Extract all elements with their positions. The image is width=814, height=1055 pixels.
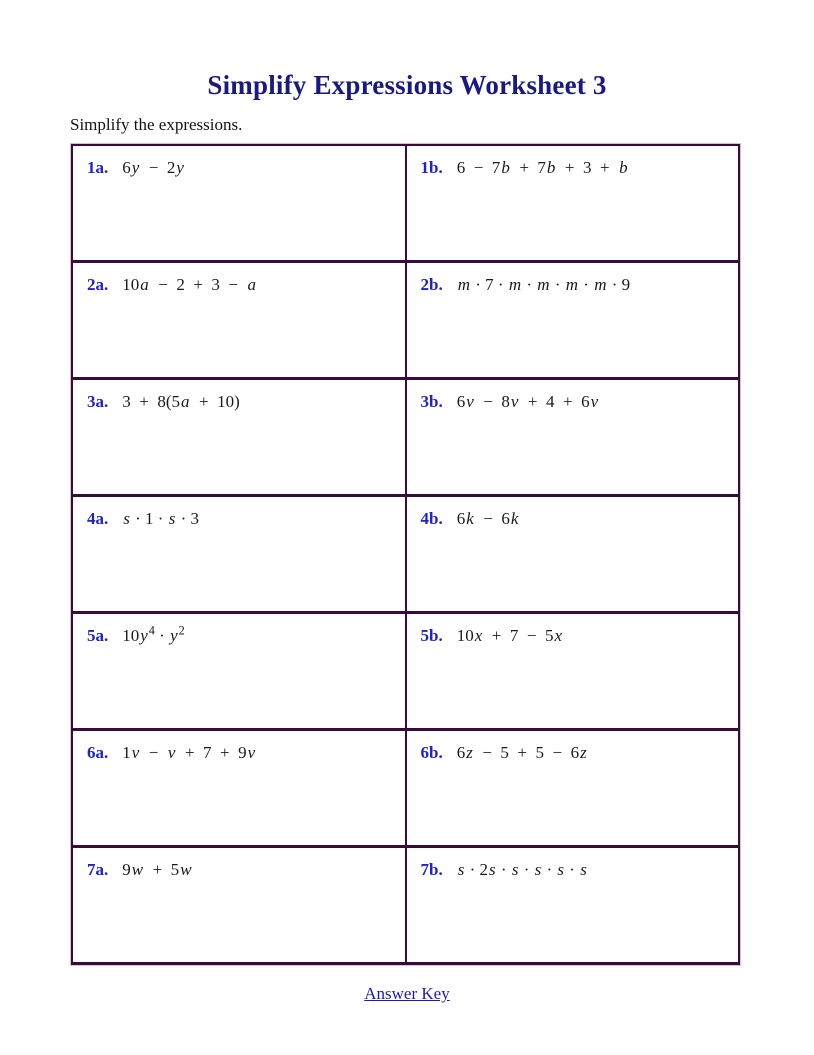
problem-cell-7a: [72, 847, 406, 964]
instructions-text: Simplify the expressions.: [70, 115, 243, 134]
problem-label: 1a.: [87, 158, 109, 177]
problem-label: 3b.: [420, 392, 443, 411]
problem-label: 5b.: [420, 626, 443, 645]
problem-expression: m · 7 · m · m · m · m · 9: [457, 275, 631, 294]
problem-expression: s · 1 · s · 3: [123, 509, 199, 528]
problem-label: 6b.: [420, 743, 443, 762]
problem-expression: 9w + 5w: [122, 860, 192, 879]
problem-cell-2a: [72, 262, 406, 379]
problem-cell-3b: [406, 379, 740, 496]
problem-expression: 6 − 7b + 7b + 3 + b: [456, 158, 628, 177]
problem-expression: s · 2s · s · s · s · s: [457, 860, 587, 879]
problem-cell-6b: [406, 730, 740, 847]
problem-row-5: [72, 613, 739, 730]
problem-row-1: [72, 145, 739, 262]
problem-label: 2a.: [87, 275, 109, 294]
problem-expression: 10a − 2 + 3 − a: [122, 275, 257, 294]
problem-expression: 6y − 2y: [122, 158, 184, 177]
problem-cell-7b: [406, 847, 740, 964]
problem-expression: 3 + 8(5a + 10): [122, 392, 240, 411]
problem-expression: 1v − v + 7 + 9v: [122, 743, 256, 762]
problem-cell-1b: [406, 145, 740, 262]
problem-cell-4a: [72, 496, 406, 613]
footer: [0, 984, 814, 1004]
problem-label: 7b.: [420, 860, 443, 879]
problem-expression: 10x + 7 − 5x: [456, 626, 562, 645]
problem-label: 6a.: [87, 743, 109, 762]
problems-table: [71, 144, 740, 965]
problem-label: 7a.: [87, 860, 109, 879]
problem-label: 4a.: [87, 509, 109, 528]
problem-cell-5a: [72, 613, 406, 730]
problem-expression: 6v − 8v + 4 + 6v: [456, 392, 599, 411]
problem-row-2: [72, 262, 739, 379]
problem-row-6: [72, 730, 739, 847]
problem-cell-1a: [72, 145, 406, 262]
problem-cell-3a: [72, 379, 406, 496]
problem-row-4: [72, 496, 739, 613]
problem-cell-5b: [406, 613, 740, 730]
problem-cell-4b: [406, 496, 740, 613]
problem-row-7: [72, 847, 739, 964]
problem-expression: 6z − 5 + 5 − 6z: [456, 743, 587, 762]
problem-label: 5a.: [87, 626, 109, 645]
problem-label: 2b.: [420, 275, 443, 294]
problem-label: 3a.: [87, 392, 109, 411]
problem-label: 1b.: [420, 158, 443, 177]
page-title: Simplify Expressions Worksheet 3: [207, 70, 607, 100]
problem-cell-2b: [406, 262, 740, 379]
problem-expression: $10y^4 \cdot y^2$: [122, 623, 185, 645]
problem-expression: 6k − 6k: [456, 509, 519, 528]
problem-label: 4b.: [420, 509, 443, 528]
problem-cell-6a: [72, 730, 406, 847]
answer-key-link[interactable]: Answer Key: [364, 984, 450, 1003]
problem-row-3: [72, 379, 739, 496]
